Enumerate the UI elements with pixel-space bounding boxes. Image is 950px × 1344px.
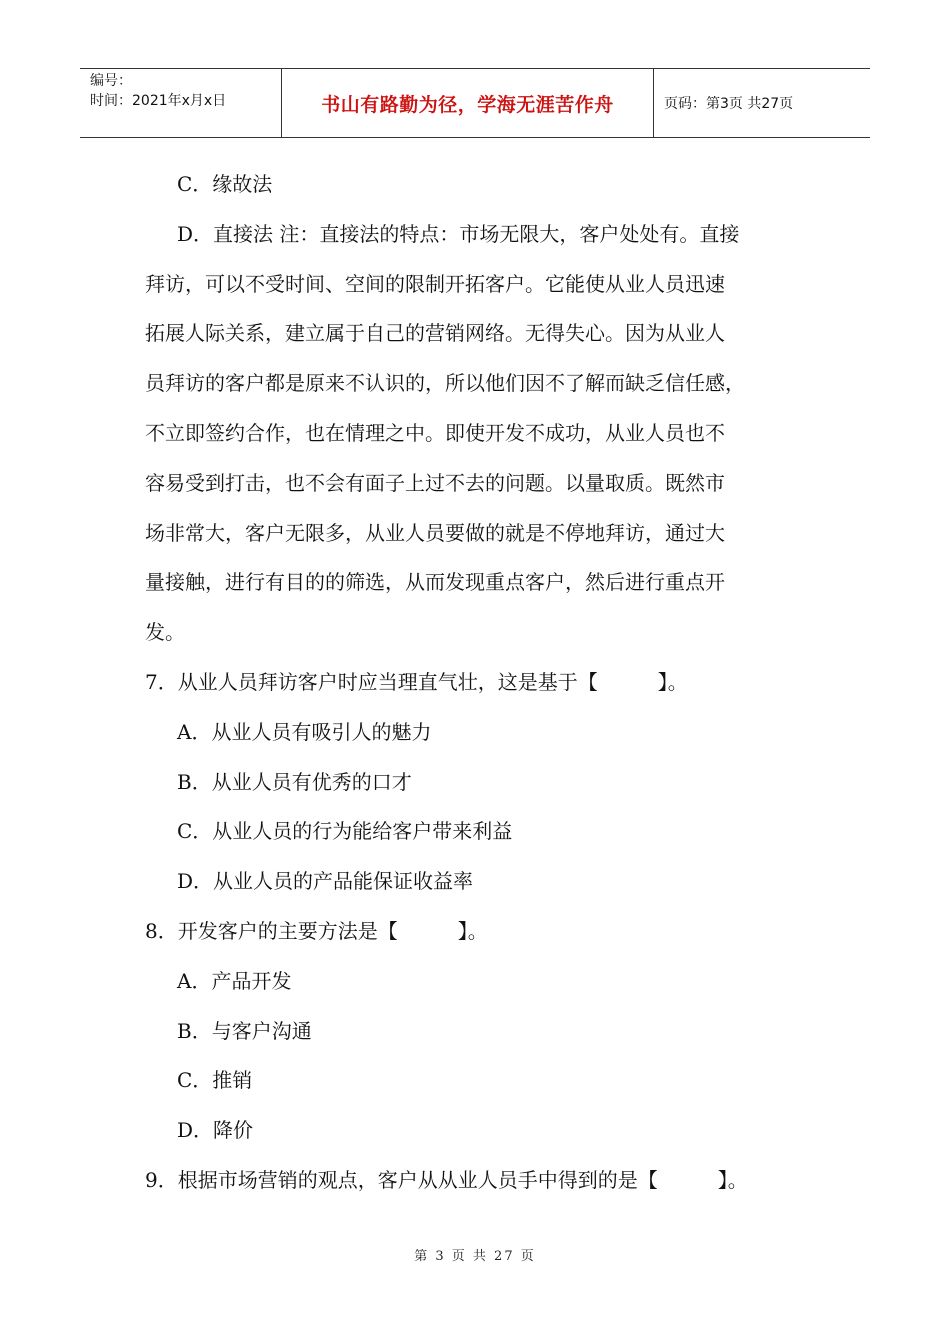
q7-option-d: D．从业人员的产品能保证收益率 [177, 869, 474, 894]
body-line: 容易受到打击，也不会有面子上过不去的问题。以量取质。既然市 [145, 470, 725, 495]
q8-option-b: B．与客户沟通 [177, 1018, 312, 1043]
serial-label: 编号： [90, 73, 132, 89]
motto-text: 书山有路勤为径，学海无涯苦作舟 [321, 93, 614, 116]
q8-option-a: A．产品开发 [177, 968, 292, 993]
header-meta [80, 69, 282, 137]
header-page-info [654, 69, 870, 137]
page-footer [0, 1245, 950, 1264]
page-header [80, 68, 870, 138]
q7-option-c: C．从业人员的行为能给客户带来利益 [177, 819, 513, 844]
body-line: D．直接法 注：直接法的特点：市场无限大，客户处处有。直接 [177, 221, 740, 246]
footer-page-number: 第 3 页 共 27 页 [414, 1249, 536, 1264]
body-line: 不立即签约合作，也在情理之中。即使开发不成功，从业人员也不 [145, 420, 725, 445]
time-label: 时间：2021年x月x日 [90, 93, 227, 109]
body-line: 场非常大，客户无限多，从业人员要做的就是不停地拜访，通过大 [145, 520, 725, 545]
question-8: 8．开发客户的主要方法是【 】。 [145, 918, 488, 943]
document-body [145, 160, 815, 1206]
question-7: 7．从业人员拜访客户时应当理直气壮，这是基于【 】。 [145, 669, 688, 694]
body-line: 拓展人际关系，建立属于自己的营销网络。无得失心。因为从业人 [145, 321, 725, 346]
body-line: C．缘故法 [177, 172, 273, 196]
q7-option-b: B．从业人员有优秀的口才 [177, 769, 412, 794]
page-info-text: 页码：第3页 共27页 [664, 96, 794, 112]
body-line: 量接触，进行有目的的筛选，从而发现重点客户，然后进行重点开 [145, 570, 725, 595]
body-line: 员拜访的客户都是原来不认识的，所以他们因不了解而缺乏信任感， [145, 371, 745, 396]
header-motto-cell [282, 69, 654, 137]
question-9: 9．根据市场营销的观点，客户从从业人员手中得到的是【 】。 [145, 1167, 748, 1192]
q7-option-a: A．从业人员有吸引人的魅力 [177, 719, 432, 744]
q8-option-d: D．降价 [177, 1118, 254, 1143]
body-line: 发。 [145, 620, 185, 645]
body-line: 拜访，可以不受时间、空间的限制开拓客户。它能使从业人员迅速 [145, 271, 725, 296]
q8-option-c: C．推销 [177, 1068, 253, 1093]
